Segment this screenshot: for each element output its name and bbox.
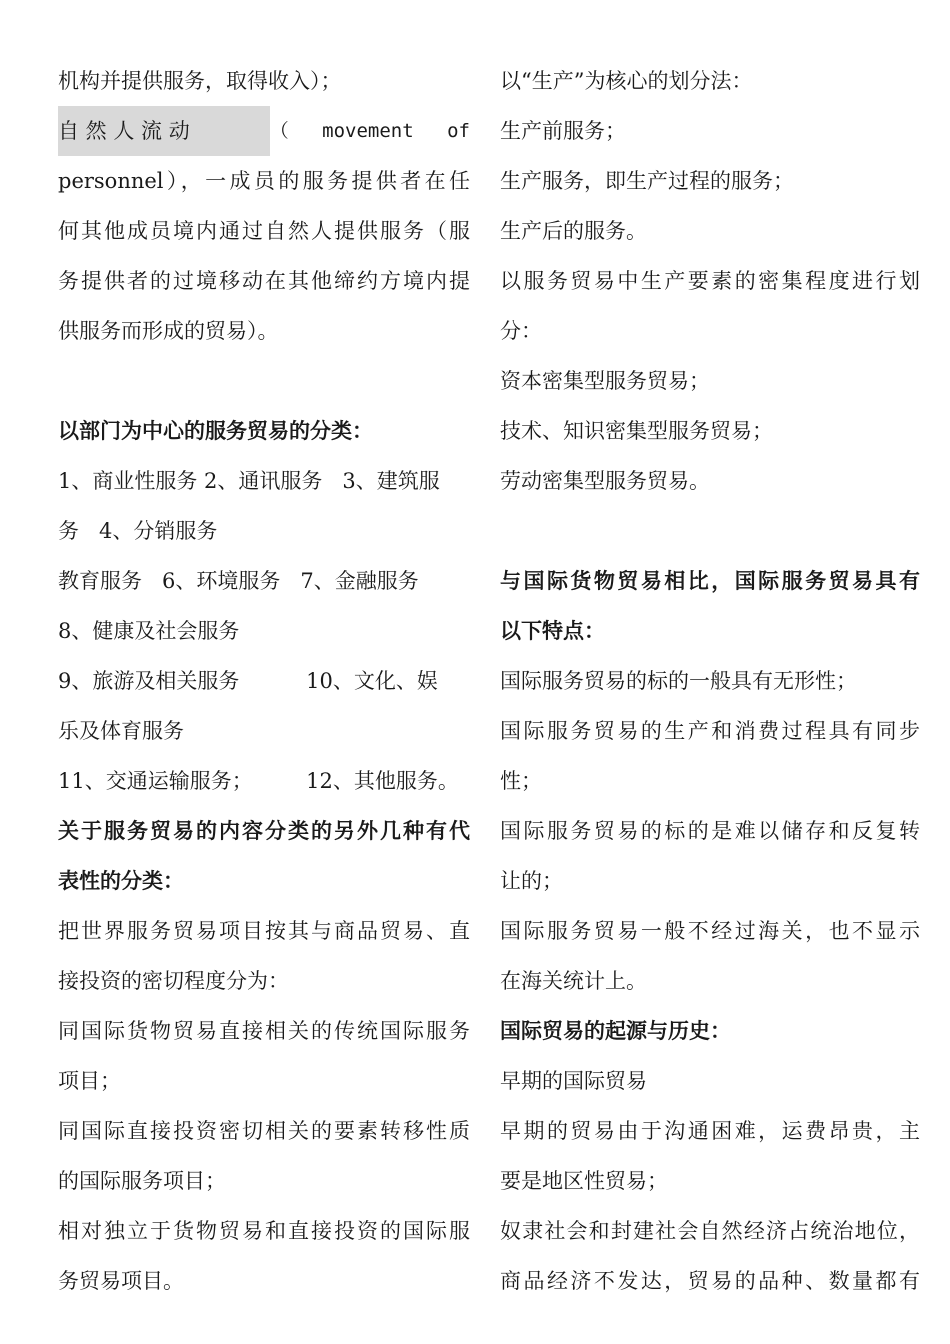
text-line: 分： <box>500 319 542 343</box>
text-line: 让的； <box>500 869 563 893</box>
section-heading: 表性的分类： <box>58 868 184 893</box>
english-term: （ movement of <box>269 120 470 142</box>
text-line: 要是地区性贸易； <box>500 1169 668 1193</box>
text-line: 国际服务贸易的标的是难以储存和反复转 <box>500 819 920 843</box>
text-line: 生产前服务； <box>500 119 626 143</box>
text-line: 劳动密集型服务贸易。 <box>500 469 710 493</box>
blank-line <box>500 506 920 556</box>
text-line: 早期的贸易由于沟通困难，运费昂贵，主 <box>500 1119 920 1143</box>
section-heading: 以下特点： <box>500 618 605 643</box>
text-line: 国际服务贸易的生产和消费过程具有同步 <box>500 719 920 743</box>
section-heading: 与国际货物贸易相比，国际服务贸易具有 <box>500 568 920 593</box>
text-line: 早期的国际贸易 <box>500 1069 647 1093</box>
left-column <box>58 56 470 1306</box>
text-line: 接投资的密切程度分为： <box>58 969 289 993</box>
text-line: 资本密集型服务贸易； <box>500 369 710 393</box>
text-line: 把世界服务贸易项目按其与商品贸易、直 <box>58 919 470 943</box>
text-line: 同国际直接投资密切相关的要素转移性质 <box>58 1119 470 1143</box>
right-column <box>500 56 920 1306</box>
blank-line <box>58 356 470 406</box>
text-line: 商品经济不发达，贸易的品种、数量都有 <box>500 1269 920 1293</box>
section-heading: 国际贸易的起源与历史： <box>500 1018 731 1043</box>
text-line: 项目； <box>58 1069 121 1093</box>
text-line: 供服务而形成的贸易）。 <box>58 319 279 343</box>
text-line: 以“生产”为核心的划分法： <box>500 69 753 93</box>
text-line: 11、交通运输服务； 12、其他服务。 <box>58 769 459 793</box>
text-line: 在海关统计上。 <box>500 969 647 993</box>
text-line: 的国际服务项目； <box>58 1169 226 1193</box>
text-line: personnel），一成员的服务提供者在任 <box>58 169 470 193</box>
text-line: 奴隶社会和封建社会自然经济占统治地位， <box>500 1219 920 1243</box>
highlighted-term: 自 然 人 流 动 <box>58 106 270 156</box>
text-line <box>58 106 470 156</box>
text-line: 性； <box>500 769 542 793</box>
text-line: 教育服务 6、环境服务 7、金融服务 <box>58 569 419 593</box>
text-line: 务 4、分销服务 <box>58 519 218 543</box>
text-line: 国际服务贸易的标的一般具有无形性； <box>500 669 857 693</box>
text-line: 乐及体育服务 <box>58 719 184 743</box>
text-line: 相对独立于货物贸易和直接投资的国际服 <box>58 1219 470 1243</box>
text-line: 8、健康及社会服务 <box>58 619 240 643</box>
text-line: 国际服务贸易一般不经过海关，也不显示 <box>500 919 920 943</box>
text-line: 生产后的服务。 <box>500 219 647 243</box>
text-line: 1、商业性服务 2、通讯服务 3、建筑服 <box>58 469 440 493</box>
text-line: 技术、知识密集型服务贸易； <box>500 419 773 443</box>
section-heading: 关于服务贸易的内容分类的另外几种有代 <box>58 818 470 843</box>
text-line: 同国际货物贸易直接相关的传统国际服务 <box>58 1019 470 1043</box>
text-line: 务提供者的过境移动在其他缔约方境内提 <box>58 269 470 293</box>
section-heading: 以部门为中心的服务贸易的分类： <box>58 418 373 443</box>
text-line: 务贸易项目。 <box>58 1269 184 1293</box>
text-line: 生产服务，即生产过程的服务； <box>500 169 794 193</box>
text-line: 机构并提供服务，取得收入）； <box>58 69 342 93</box>
text-line: 以服务贸易中生产要素的密集程度进行划 <box>500 269 920 293</box>
text-line: 何其他成员境内通过自然人提供服务（服 <box>58 219 470 243</box>
text-line: 9、旅游及相关服务 10、文化、娱 <box>58 669 438 693</box>
